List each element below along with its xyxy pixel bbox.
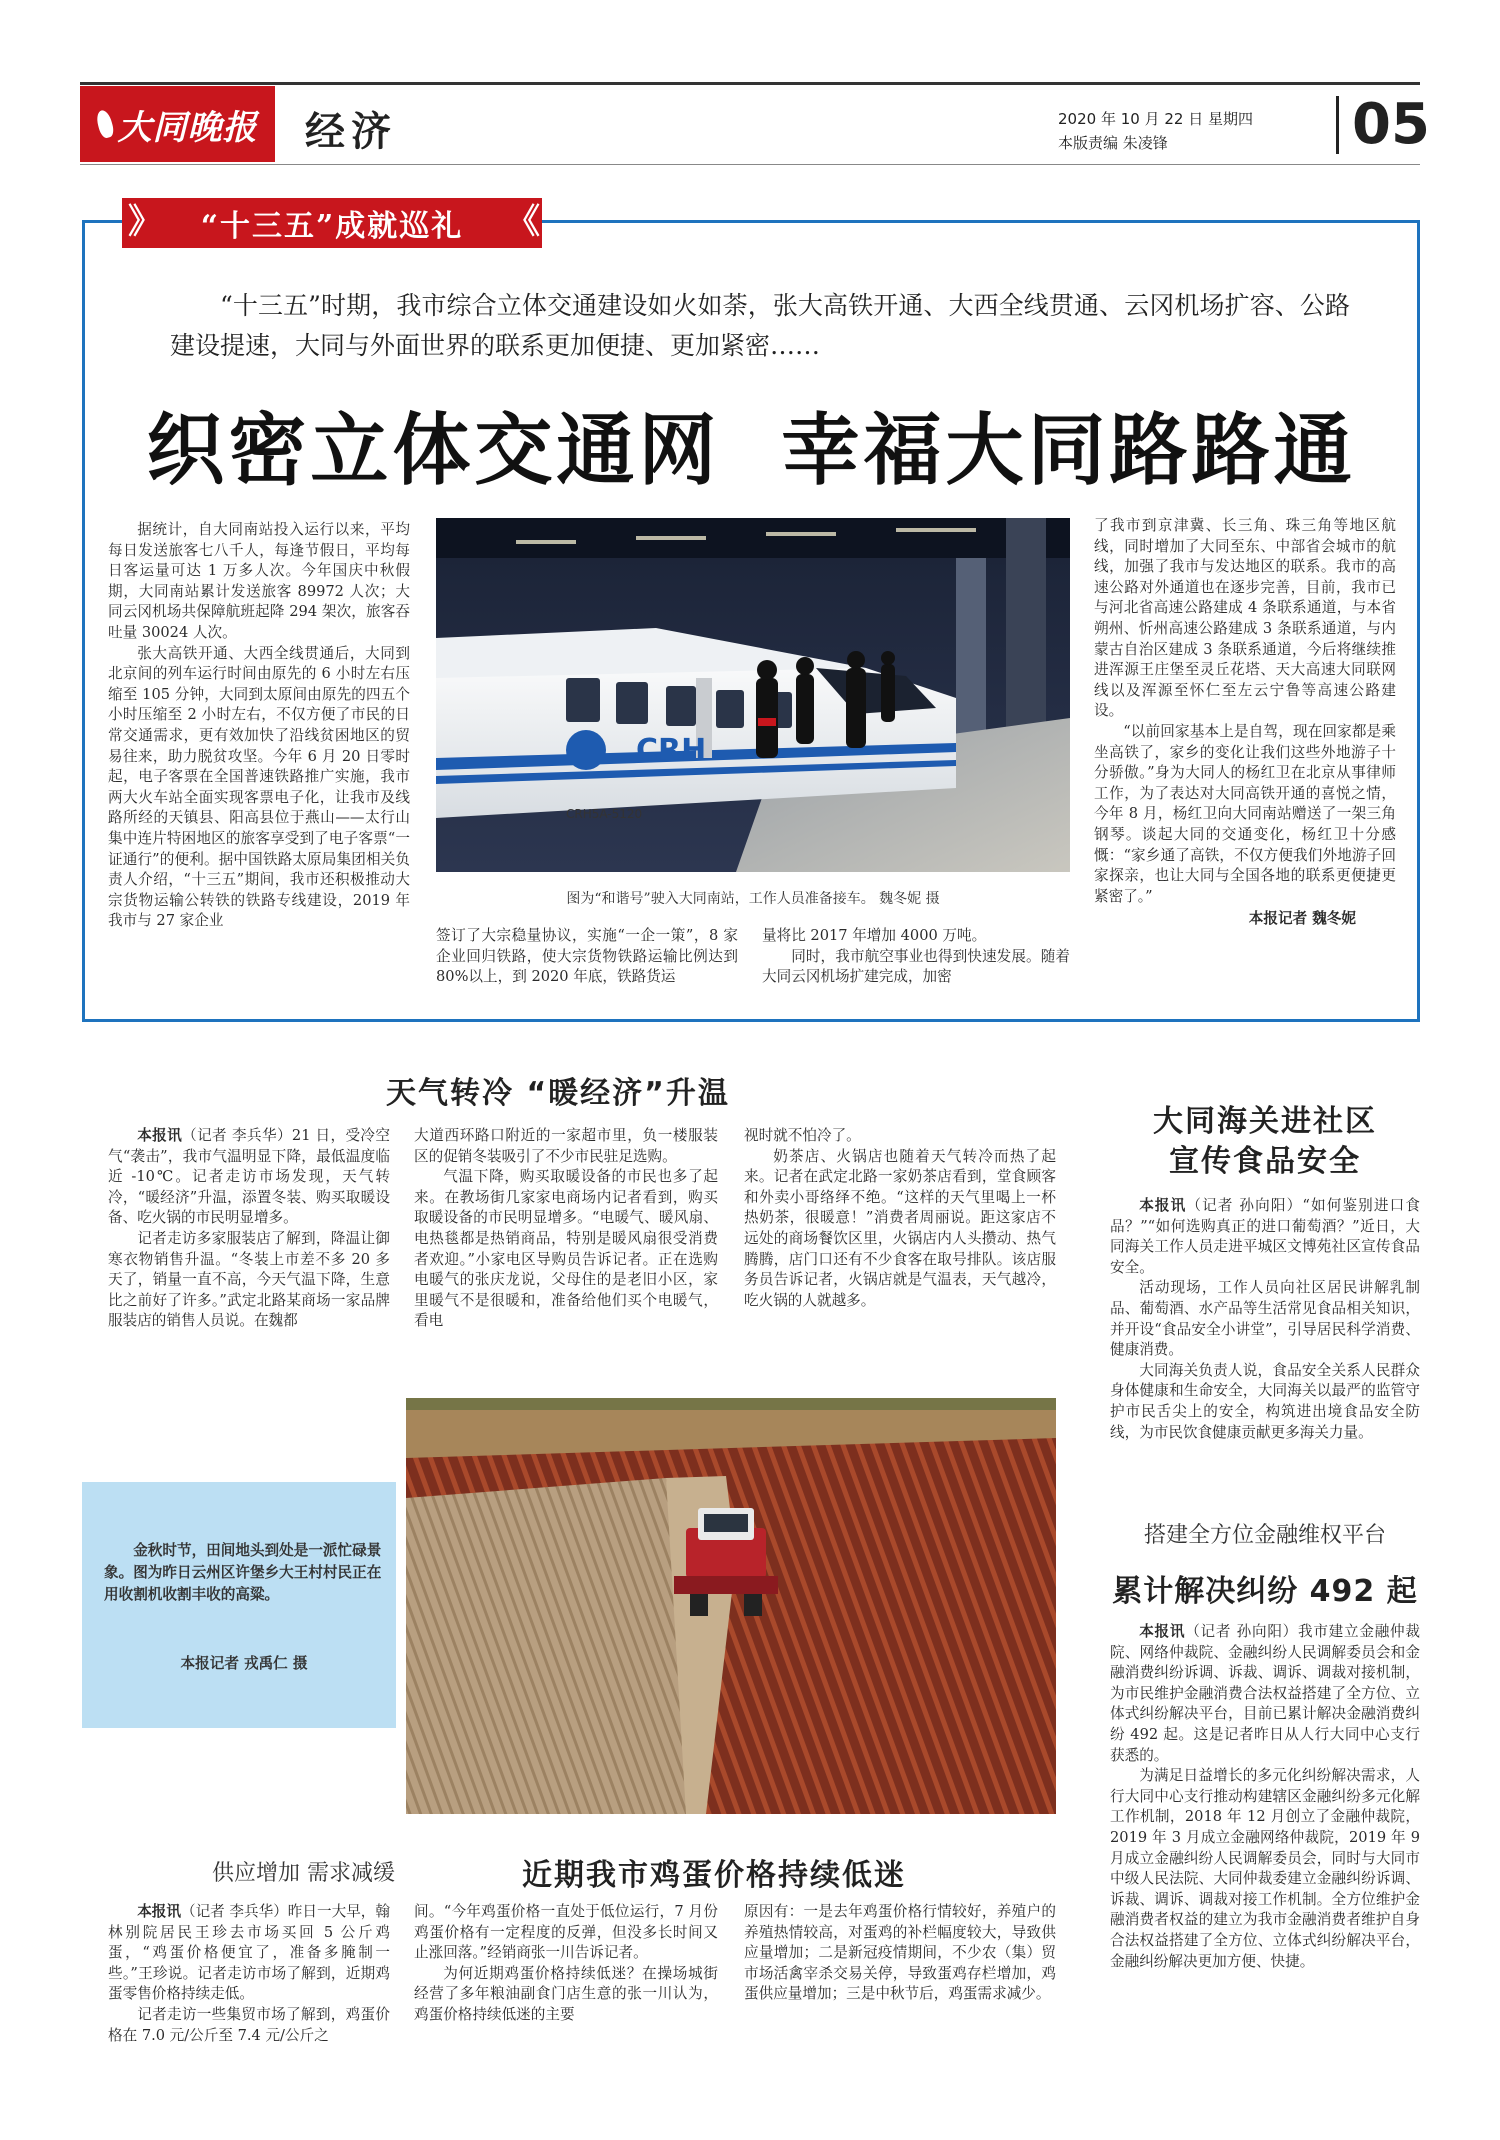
paragraph: 记者走访一些集贸市场了解到，鸡蛋价格在 7.0 元/公斤至 7.4 元/公斤之 [108,2005,390,2044]
paragraph: 气温下降，购买取暖设备的市民也多了起来。在教场街几家家电商场内记者看到，购买取暖设备的市民明显增多。“电暖气、暖风扇、电热毯都是热销商品，特别是暖风扇很受消费者欢迎。”小家电区导购员告诉记者。正在选购电暖气的张庆龙说，父母住的是老旧小区，家里暖气不是很暖和，准备给他们买个电暖气，看电 [414,1168,718,1330]
logo-text: 大同晚报 [117,107,258,148]
feature-column-2 [436,926,738,988]
flame-icon [94,109,115,140]
double-chevron-left-icon: 《 [506,202,542,242]
page-number-divider [1336,96,1339,154]
byline: 本报记者 魏冬妮 [1248,910,1356,928]
customs-headline-line1[interactable]: 大同海关进社区 [1153,1104,1377,1139]
paragraph: 为满足日益增长的多元化纠纷解决需求，人行大同中心支行推动构建辖区金融纠纷多元化解工作机制，2018 年 12 月创立了金融仲裁院，2019 年 3 月成立金融网络仲裁院，2019 年 9 月成立金融纠纷人民调解委员会，同时与大同市中级人民法院、大同仲裁委建立金融纠纷诉调、诉裁、调诉、调裁对接工作机制。全方位维护金融消费者权益的建立为我市金融消费者维护自身合法权益搭建了全方位、立体式纠纷解决平台，金融纠纷解决更加方便、快捷。 [1110,1767,1420,1970]
paragraph: 本报讯（记者 李兵华）21 日，受冷空气“袭击”，我市气温明显下降，最低温度临近 -10℃。记者走访市场发现，天气转冷，“暖经济”升温，添置冬装、购买取暖设备、吃火锅的市民明显增多。 [108,1127,390,1227]
customs-headline-line2[interactable]: 宣传食品安全 [1169,1144,1361,1179]
train-number: CRH5A-5120 [566,807,643,821]
finance-article [1110,1622,1420,1972]
paragraph: 记者走访多家服装店了解到，降温让御寒衣物销售升温。“冬装上市差不多 20 多天了，销量一直不高，今天气温下降，生意比之前好了许多。”武定北路某商场一家品牌服装店的销售人员说。在魏都 [108,1229,390,1330]
paragraph: 奶茶店、火锅店也随着天气转冷而热了起来。记者在武定北路一家奶茶店看到，堂食顾客和外卖小哥络绎不绝。“这样的天气里喝上一杯热奶茶，很暖意！”消费者周丽说。距这家店不远处的商场餐饮区里，火锅店内人头攒动、热气腾腾，店门口还有不少食客在取号排队。该店服务员告诉记者，火锅店就是气温表，天气越冷，吃火锅的人就越多。 [744,1147,1056,1309]
paragraph: 量将比 2017 年增加 4000 万吨。 [762,927,987,944]
egg-headline[interactable]: 近期我市鸡蛋价格持续低迷 [522,1858,906,1893]
page-editor: 本版责编 朱凌锋 [1058,134,1168,152]
finance-subheadline: 搭建全方位金融维权平台 [1143,1523,1386,1548]
paragraph: “以前回家基本上是自驾，现在回家都是乘坐高铁了，家乡的变化让我们这些外地游子十分骄傲。”身为大同人的杨红卫在北京从事律师工作，为了表达对大同高铁开通的喜悦之情，今年 8 月，杨红卫向大同南站赠送了一架三角钢琴。谈起大同的交通变化，杨红卫十分感慨：“家乡通了高铁，不仅方便我们外地游子回家探亲，也让大同与全国各地的联系更便捷更紧密了。” [1094,722,1396,905]
finance-headline[interactable]: 累计解决纠纷 492 起 [1112,1574,1418,1609]
paragraph: 据统计，自大同南站投入运行以来，平均每日发送旅客七八千人，每逢节假日，平均每日客运量可达 1 万多人次。今年国庆中秋假期，大同南站累计发送旅客 89972 人次；大同云冈机场共保障航班起降 294 架次，旅客吞吐量 30024 人次。 [108,521,410,641]
feature-column-4 [1094,516,1396,930]
paragraph: 签订了大宗稳量协议，实施“一企一策”，8 家企业回归铁路，使大宗货物铁路运输比例达到 80%以上，到 2020 年底，铁路货运 [436,927,738,986]
paragraph: 张大高铁开通、大西全线贯通后，大同到北京间的列车运行时间由原先的 6 小时左右压缩至 105 分钟，大同到太原间由原先的四五个小时压缩至 2 小时左右，不仅方便了市民的日常交通需求，更有效加快了沿线贫困地区的贸易往来，助力脱贫攻坚。今年 6 月 20 日零时起，电子客票在全国普速铁路推广实施，我市两大火车站全面实现客票电子化，让我市及线路所经的天镇县、阳高县位于燕山——太行山集中连片特困地区的旅客享受到了电子客票“一证通行”的便利。据中国铁路太原局集团相关负责人介绍，“十三五”期间，我市还积极推动大宗货物运输公转铁的铁路专线建设，2019 年我市与 27 家企业 [108,644,410,930]
photo-caption: 图为“和谐号”驶入大同南站，工作人员准备接车。 魏冬妮 摄 [566,891,940,907]
paragraph: 视时就不怕冷了。 [744,1127,861,1144]
newspaper-logo[interactable] [80,86,275,162]
customs-article [1110,1196,1420,1443]
paragraph: 本报讯（记者 孙向阳）我市建立金融仲裁院、网络仲裁院、金融纠纷人民调解委员会和金融消费纠纷诉调、诉裁、调诉、调裁对接机制，为市民维护金融消费合法权益搭建了全方位、立体式纠纷解决平台，目前已累计解决金融消费纠纷 492 起。这是记者昨日从人行大同中心支行获悉的。 [1110,1623,1420,1764]
paragraph: 大同海关负责人说，食品安全关系人民群众身体健康和生命安全，大同海关以最严的监管守护市民舌尖上的安全，构筑进出境食品安全防线，为市民饮食健康贡献更多海关力量。 [1110,1361,1420,1441]
masthead-rule [80,82,1420,85]
harvest-caption: 金秋时节，田间地头到处是一派忙碌景象。图为昨日云州区许堡乡大王村村民正在用收割机收割丰收的高粱。 [104,1542,382,1603]
paragraph: 原因有：一是去年鸡蛋价格行情较好，养殖户的养殖热情较高，对蛋鸡的补栏幅度较大，导致供应量增加；二是新冠疫情期间，不少农（集）贸市场活禽宰杀交易关停，导致蛋鸡存栏增加，鸡蛋供应量增加；三是中秋节后，鸡蛋需求减少。 [744,1903,1056,2003]
harvest-photo-illustration [406,1398,1056,1814]
series-banner-text: “十三五”成就巡礼 [200,209,464,244]
feature-column-3 [762,926,1070,988]
egg-column-1 [108,1902,390,2046]
series-banner [122,198,542,248]
weather-column-1 [108,1126,390,1332]
egg-column-2 [414,1902,718,2026]
page-number: 05 [1352,92,1430,157]
paragraph: 了我市到京津冀、长三角、珠三角等地区航线，同时增加了大同至东、中部省会城市的航线，加强了我市与发达地区的联系。我市的高速公路对外通道也在逐步完善，目前，我市已与河北省高速公路建成 4 条联系通道，与本省朔州、忻州高速公路建成 3 条联系通道，与内蒙古自治区建成 3 条联系通道，今后将继续推进浑源王庄堡至灵丘花塔、天大高速大同联网线以及浑源至怀仁至左云宁鲁等高速公路建设。 [1094,517,1396,720]
harvest-photo[interactable] [406,1398,1056,1814]
weather-column-2 [414,1126,718,1332]
section-name: 经济 [305,108,397,155]
issue-date: 2020 年 10 月 22 日 星期四 [1058,110,1253,128]
paragraph: 活动现场，工作人员向社区居民讲解乳制品、葡萄酒、水产品等生活常见食品相关知识，并开设“食品安全小讲堂”，引导居民科学消费、健康消费。 [1110,1279,1420,1359]
feature-headline[interactable]: 织密立体交通网 幸福大同路路通 [146,406,1356,496]
paragraph: 本报讯（记者 孙向阳）“如何鉴别进口食品？”“如何选购真正的进口葡萄酒？”近日，大同海关工作人员走进平城区文博苑社区宣传食品安全。 [1110,1197,1420,1276]
harvest-photo-credit: 本报记者 戎禹仁 摄 [180,1655,308,1672]
double-chevron-right-icon: 》 [128,202,164,242]
egg-subheadline: 供应增加 需求减缓 [212,1861,395,1886]
train-photo[interactable] [436,518,1070,872]
weather-column-3 [744,1126,1056,1311]
train-photo-illustration [436,518,1070,872]
paragraph: 同时，我市航空事业也得到快速发展。随着大同云冈机场扩建完成，加密 [762,947,1070,986]
masthead-rule-bottom [80,164,1420,165]
feature-lead: “十三五”时期，我市综合立体交通建设如火如荼，张大高铁开通、大西全线贯通、云冈机场扩容、公路建设提速，大同与外面世界的联系更加便捷、更加紧密…… [170,291,1350,360]
train-logo: CRH [636,733,707,768]
paragraph: 大道西环路口附近的一家超市里，负一楼服装区的促销冬装吸引了不少市民驻足选购。 [414,1127,718,1165]
weather-headline[interactable]: 天气转冷 “暖经济”升温 [386,1076,730,1111]
paragraph: 间。“今年鸡蛋价格一直处于低位运行，7 月份鸡蛋价格有一定程度的反弹，但没多长时间又止涨回落。”经销商张一川告诉记者。 [414,1903,718,1962]
feature-column-1 [108,520,410,932]
paragraph: 本报讯（记者 李兵华）昨日一大早，翰林别院居民王珍去市场买回 5 公斤鸡蛋，“鸡蛋价格便宜了，准备多腌制一些。”王珍说。记者走访市场了解到，近期鸡蛋零售价格持续走低。 [108,1903,390,2003]
egg-column-3 [744,1902,1056,2005]
paragraph: 为何近期鸡蛋价格持续低迷？在操场城街经营了多年粮油副食门店生意的张一川认为，鸡蛋价格持续低迷的主要 [414,1964,718,2023]
